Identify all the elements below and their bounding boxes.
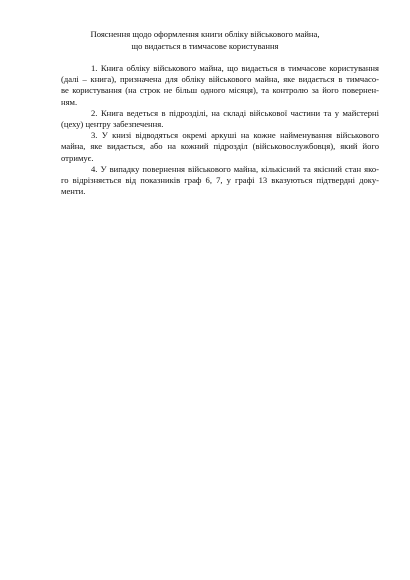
- paragraph-line: менти.: [61, 186, 86, 197]
- paragraph-line: 4. У випадку повернення військового майна, кількісний та якісний стан яко-: [91, 163, 379, 174]
- paragraph-line: (далі – книга), призначена для обліку військового майна, яке видається в тимчасо-: [61, 74, 379, 85]
- paragraph-line: майна, яке видається, або на кожний підрозділ (військовослужбовця), який його: [61, 141, 379, 152]
- paragraph-1: [31, 63, 379, 108]
- paragraph-4: [31, 164, 379, 198]
- paragraph-line: го відрізняється від показників граф 6, 7, у графі 13 вказуються підтвердні доку-: [61, 174, 379, 185]
- paragraph-line: 3. У книзі відводяться окремі аркуші на кожне найменування військового: [91, 130, 379, 141]
- paragraph-line: ням.: [61, 96, 78, 107]
- paragraph-line: 1. Книга обліку військового майна, що видається в тимчасове користування: [91, 63, 379, 73]
- paragraph-line: 2. Книга ведеться в підрозділі, на складі військової частини та у майстерні: [91, 107, 379, 118]
- document-title-line-2: що видається в тимчасове користування: [131, 41, 279, 51]
- paragraph-line: ве користування (на строк не більш одного місяця), та контролю за його повернен-: [61, 85, 379, 96]
- document-body: [31, 63, 379, 197]
- paragraph-line: (цеху) центру забезпечення.: [61, 118, 164, 129]
- paragraph-3: [31, 130, 379, 164]
- paragraph-2: [31, 108, 379, 130]
- document-title-line-1: Пояснення щодо оформлення книги обліку військового майна,: [90, 29, 320, 39]
- paragraph-line: отримує.: [61, 152, 94, 163]
